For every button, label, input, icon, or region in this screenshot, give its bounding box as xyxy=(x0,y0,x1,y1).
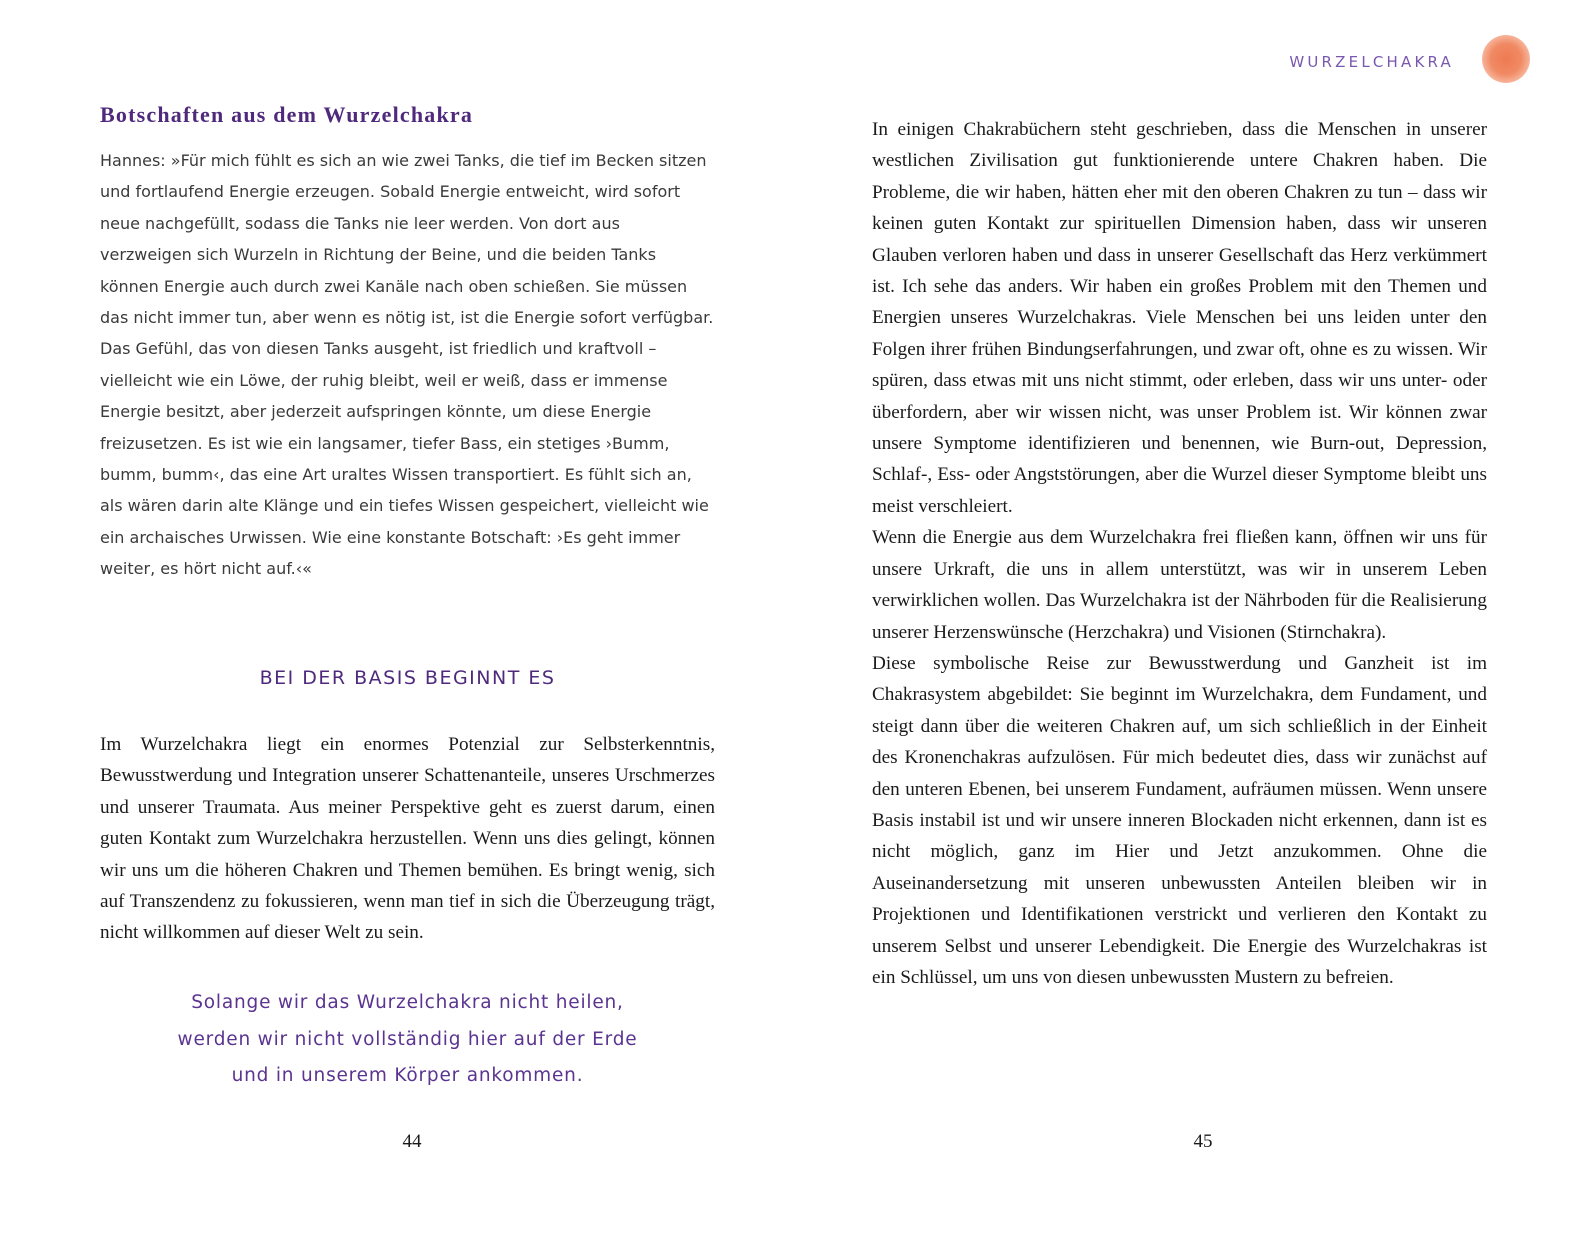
right-page xyxy=(797,0,1594,1240)
page-number: 44 xyxy=(402,1131,422,1152)
pull-quote-line: Solange wir das Wurzelchakra nicht heilen, xyxy=(191,992,624,1013)
root-chakra-circle-icon xyxy=(1482,35,1530,83)
running-head: WURZELCHAKRA xyxy=(1289,53,1454,71)
testimonial-paragraph: Das Gefühl, das von diesen Tanks ausgeht, ist friedlich und kraftvoll – vielleicht wie ein Löwe, der ruhig bleibt, weil er weiß, dass er immense Energie besitzt, aber jederzeit aufspringen könnte, um diese Energie freizusetzen. Es ist wie ein langsamer, tiefer Bass, ein stetiges ›Bumm, bumm, bumm‹, das eine Art uraltes Wissen transportiert. Es fühlt sich an, als wären darin alte Klänge und ein tiefes Wissen gespeichert, vielleicht wie ein archaisches Urwissen. Wie eine konstante Botschaft: ›Es geht immer weiter, es hört nicht auf.‹« xyxy=(100,339,709,579)
testimonial-paragraph: Hannes: »Für mich fühlt es sich an wie zwei Tanks, die tief im Becken sitzen und fortlaufend Energie erzeugen. Sobald Energie entweicht, wird sofort neue nachgefüllt, sodass die Tanks nie leer werden. Von dort aus verzweigen sich Wurzeln in Richtung der Beine, und die beiden Tanks können Energie auch durch zwei Kanäle nach oben schießen. Sie müssen das nicht immer tun, aber wenn es nötig ist, ist die Energie sofort verfügbar. xyxy=(100,151,714,328)
section-heading: Botschaften aus dem Wurzelchakra xyxy=(100,102,474,127)
chapter-subheading: BEI DER BASIS BEGINNT ES xyxy=(259,667,556,689)
pull-quote-line: werden wir nicht vollständig hier auf der Erde xyxy=(177,1028,638,1050)
testimonial-quote xyxy=(100,145,715,585)
left-body-text xyxy=(100,729,715,949)
right-body-text xyxy=(872,114,1487,993)
pull-quote xyxy=(100,985,715,1095)
pull-quote-line: und in unserem Körper ankommen. xyxy=(231,1065,584,1086)
body-paragraph: In einigen Chakrabüchern steht geschrieben, dass die Menschen in unserer westlichen Zivilisation gut funktionierende untere Chakren haben. Die Probleme, die wir haben, hätten eher mit den oberen Chakren zu tun – dass wir keinen guten Kontakt zur spirituellen Dimension haben, dass wir unseren Glauben verloren haben und dass in unserer Gesellschaft das Herz verkümmert ist. Ich sehe das anders. Wir haben ein großes Problem mit den Themen und Energien unseres Wurzelchakras. Viele Menschen bei uns leiden unter den Folgen ihrer frühen Bindungserfahrungen, und zwar oft, ohne es zu wissen. Wir spüren, dass etwas mit uns nicht stimmt, oder erleben, dass wir uns unter- oder überfordern, aber wir wissen nicht, was unser Problem ist. Wir können zwar unsere Symptome identifizieren und benennen, wie Burn-out, Depression, Schlaf-, Ess- oder Angststörungen, aber die Wurzel dieser Symptome bleibt uns meist verschleiert. xyxy=(872,119,1487,517)
body-paragraph: Diese symbolische Reise zur Bewusstwerdung und Ganzheit ist im Chakrasystem abgebildet: Sie beginnt im Wurzelchakra, dem Fundament, und steigt dann über die weiteren Chakren auf, um sich schließlich in der Einheit des Kronenchakras aufzulösen. Für mich bedeutet dies, dass wir zunächst auf den unteren Ebenen, bei unserem Fundament, aufräumen müssen. Wenn unsere Basis instabil ist und wir unsere inneren Blockaden nicht erkennen, dann ist es nicht möglich, ganz im Hier und Jetzt anzukommen. Ohne die Auseinandersetzung mit unseren unbewussten Anteilen bleiben wir in Projektionen und Identifikationen verstrickt und verlieren den Kontakt zu unserem Selbst und unserer Lebendigkeit. Die Energie des Wurzelchakras ist ein Schlüssel, um uns von diesen unbewussten Mustern zu befreien. xyxy=(872,652,1487,988)
page-number: 45 xyxy=(1193,1131,1213,1152)
body-paragraph: Im Wurzelchakra liegt ein enormes Potenzial zur Selbsterkenntnis, Bewusstwerdung und Integration unserer Schattenanteile, unseres Urschmerzes und unserer Traumata. Aus meiner Perspektive geht es zuerst darum, einen guten Kontakt zum Wurzelchakra herzustellen. Wenn uns dies gelingt, können wir uns um die höheren Chakren und Themen bemühen. Es bringt wenig, sich auf Transzendenz zu fokussieren, wenn man tief in sich die Überzeugung trägt, nicht willkommen auf dieser Welt zu sein. xyxy=(100,734,715,944)
body-paragraph: Wenn die Energie aus dem Wurzelchakra frei fließen kann, öffnen wir uns für unsere Urkraft, die uns in allem unterstützt, was wir in unserem Leben verwirklichen wollen. Das Wurzelchakra ist der Nährboden für die Realisierung unserer Herzenswünsche (Herzchakra) und Visionen (Stirnchakra). xyxy=(872,527,1487,643)
